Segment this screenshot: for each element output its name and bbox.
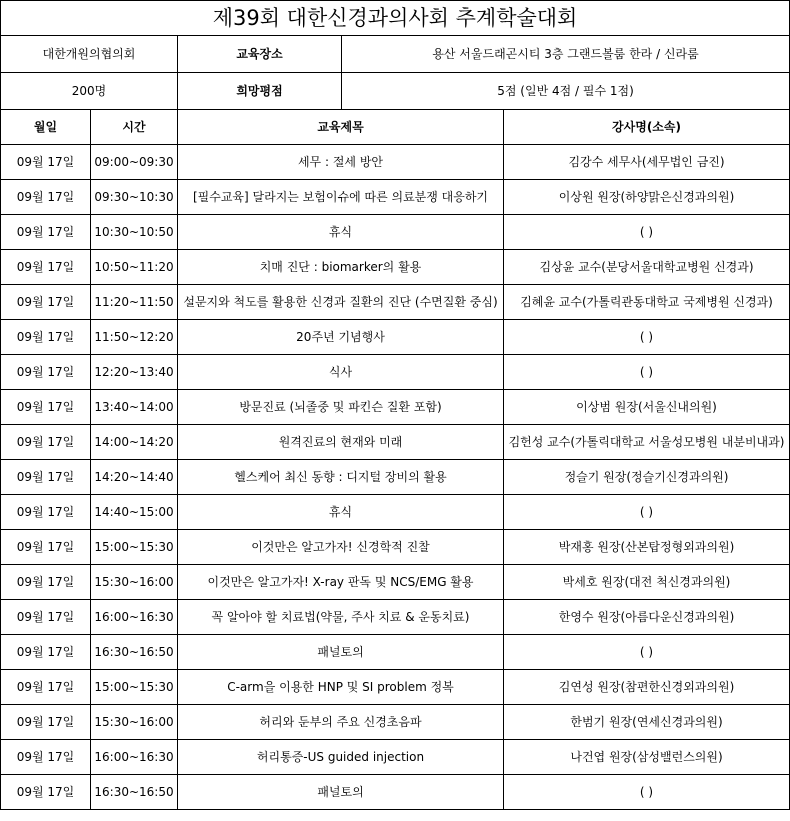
session-lecturer: ( ): [504, 635, 790, 670]
session-time: 15:00~15:30: [91, 670, 178, 705]
session-subject: 이것만은 알고가자! 신경학적 진찰: [178, 530, 504, 565]
header-lecturer: 강사명(소속): [504, 110, 790, 145]
session-date: 09월 17일: [1, 460, 91, 495]
session-time: 09:30~10:30: [91, 180, 178, 215]
session-lecturer: 박세호 원장(대전 척신경과의원): [504, 565, 790, 600]
session-date: 09월 17일: [1, 390, 91, 425]
session-lecturer: 이상원 원장(하양맑은신경과의원): [504, 180, 790, 215]
session-subject: 식사: [178, 355, 504, 390]
session-subject: 헬스케어 최신 동향 : 디지털 장비의 활용: [178, 460, 504, 495]
table-row: [1, 355, 790, 390]
session-lecturer: 정슬기 원장(정슬기신경과의원): [504, 460, 790, 495]
session-date: 09월 17일: [1, 425, 91, 460]
session-date: 09월 17일: [1, 635, 91, 670]
capacity-cell: 200명: [1, 73, 178, 110]
session-subject: 치매 진단 : biomarker의 활용: [178, 250, 504, 285]
session-subject: 허리와 둔부의 주요 신경초음파: [178, 705, 504, 740]
session-date: 09월 17일: [1, 145, 91, 180]
session-time: 09:00~09:30: [91, 145, 178, 180]
session-lecturer: 이상범 원장(서울신내의원): [504, 390, 790, 425]
session-subject: C-arm을 이용한 HNP 및 SI problem 정복: [178, 670, 504, 705]
session-date: 09월 17일: [1, 180, 91, 215]
session-time: 15:30~16:00: [91, 705, 178, 740]
session-time: 10:50~11:20: [91, 250, 178, 285]
session-lecturer: 김헌성 교수(가톨릭대학교 서울성모병원 내분비내과): [504, 425, 790, 460]
session-time: 15:30~16:00: [91, 565, 178, 600]
session-lecturer: 김상윤 교수(분당서울대학교병원 신경과): [504, 250, 790, 285]
venue-label: 교육장소: [178, 36, 342, 73]
table-row: [1, 425, 790, 460]
session-date: 09월 17일: [1, 320, 91, 355]
session-subject: 방문진료 (뇌졸중 및 파킨슨 질환 포함): [178, 390, 504, 425]
session-date: 09월 17일: [1, 530, 91, 565]
header-date: 월일: [1, 110, 91, 145]
table-row: [1, 145, 790, 180]
table-row: [1, 320, 790, 355]
info-row-credit: [1, 73, 790, 110]
session-lecturer: 김연성 원장(참편한신경외과의원): [504, 670, 790, 705]
session-lecturer: 김강수 세무사(세무법인 금진): [504, 145, 790, 180]
table-row: [1, 215, 790, 250]
info-row-venue: [1, 36, 790, 73]
table-row: [1, 390, 790, 425]
session-subject: 패널토의: [178, 635, 504, 670]
session-time: 10:30~10:50: [91, 215, 178, 250]
table-row: [1, 775, 790, 810]
header-time: 시간: [91, 110, 178, 145]
session-time: 16:00~16:30: [91, 740, 178, 775]
header-subject: 교육제목: [178, 110, 504, 145]
session-lecturer: ( ): [504, 495, 790, 530]
session-lecturer: 김혜윤 교수(가톨릭관동대학교 국제병원 신경과): [504, 285, 790, 320]
session-subject: 휴식: [178, 215, 504, 250]
session-subject: 꼭 알아야 할 치료법(약물, 주사 치료 & 운동치료): [178, 600, 504, 635]
session-date: 09월 17일: [1, 600, 91, 635]
table-row: [1, 180, 790, 215]
session-subject: 휴식: [178, 495, 504, 530]
session-date: 09월 17일: [1, 565, 91, 600]
session-date: 09월 17일: [1, 775, 91, 810]
organizer-cell: 대한개원의협의회: [1, 36, 178, 73]
session-time: 12:20~13:40: [91, 355, 178, 390]
session-time: 11:20~11:50: [91, 285, 178, 320]
session-time: 13:40~14:00: [91, 390, 178, 425]
session-date: 09월 17일: [1, 705, 91, 740]
venue-value: 용산 서울드래곤시티 3층 그랜드볼룸 한라 / 신라룸: [342, 36, 790, 73]
session-subject: [필수교육] 달라지는 보험이슈에 따른 의료분쟁 대응하기: [178, 180, 504, 215]
session-time: 16:30~16:50: [91, 775, 178, 810]
session-lecturer: ( ): [504, 215, 790, 250]
session-date: 09월 17일: [1, 670, 91, 705]
table-row: [1, 740, 790, 775]
table-row: [1, 530, 790, 565]
session-subject: 세무 : 절세 방안: [178, 145, 504, 180]
session-subject: 패널토의: [178, 775, 504, 810]
table-row: [1, 635, 790, 670]
session-lecturer: ( ): [504, 320, 790, 355]
session-subject: 설문지와 척도를 활용한 신경과 질환의 진단 (수면질환 중심): [178, 285, 504, 320]
title-row: [1, 1, 790, 36]
session-time: 14:40~15:00: [91, 495, 178, 530]
session-subject: 원격진료의 현재와 미래: [178, 425, 504, 460]
session-subject: 허리통증-US guided injection: [178, 740, 504, 775]
session-time: 15:00~15:30: [91, 530, 178, 565]
column-header-row: [1, 110, 790, 145]
page-title: 제39회 대한신경과의사회 추계학술대회: [1, 1, 790, 36]
session-lecturer: ( ): [504, 775, 790, 810]
table-row: [1, 285, 790, 320]
table-row: [1, 250, 790, 285]
session-lecturer: 나건엽 원장(삼성밸런스의원): [504, 740, 790, 775]
session-lecturer: 한범기 원장(연세신경과의원): [504, 705, 790, 740]
session-time: 14:00~14:20: [91, 425, 178, 460]
table-row: [1, 565, 790, 600]
session-lecturer: ( ): [504, 355, 790, 390]
table-row: [1, 705, 790, 740]
credit-value: 5점 (일반 4점 / 필수 1점): [342, 73, 790, 110]
session-date: 09월 17일: [1, 740, 91, 775]
session-time: 14:20~14:40: [91, 460, 178, 495]
session-subject: 20주년 기념행사: [178, 320, 504, 355]
session-lecturer: 한영수 원장(아름다운신경과의원): [504, 600, 790, 635]
session-date: 09월 17일: [1, 495, 91, 530]
session-time: 11:50~12:20: [91, 320, 178, 355]
table-row: [1, 600, 790, 635]
session-date: 09월 17일: [1, 215, 91, 250]
session-date: 09월 17일: [1, 355, 91, 390]
session-date: 09월 17일: [1, 285, 91, 320]
table-row: [1, 670, 790, 705]
session-date: 09월 17일: [1, 250, 91, 285]
session-lecturer: 박재홍 원장(산본탑정형외과의원): [504, 530, 790, 565]
table-row: [1, 460, 790, 495]
session-subject: 이것만은 알고가자! X-ray 판독 및 NCS/EMG 활용: [178, 565, 504, 600]
session-time: 16:00~16:30: [91, 600, 178, 635]
credit-label: 희망평점: [178, 73, 342, 110]
table-row: [1, 495, 790, 530]
session-time: 16:30~16:50: [91, 635, 178, 670]
